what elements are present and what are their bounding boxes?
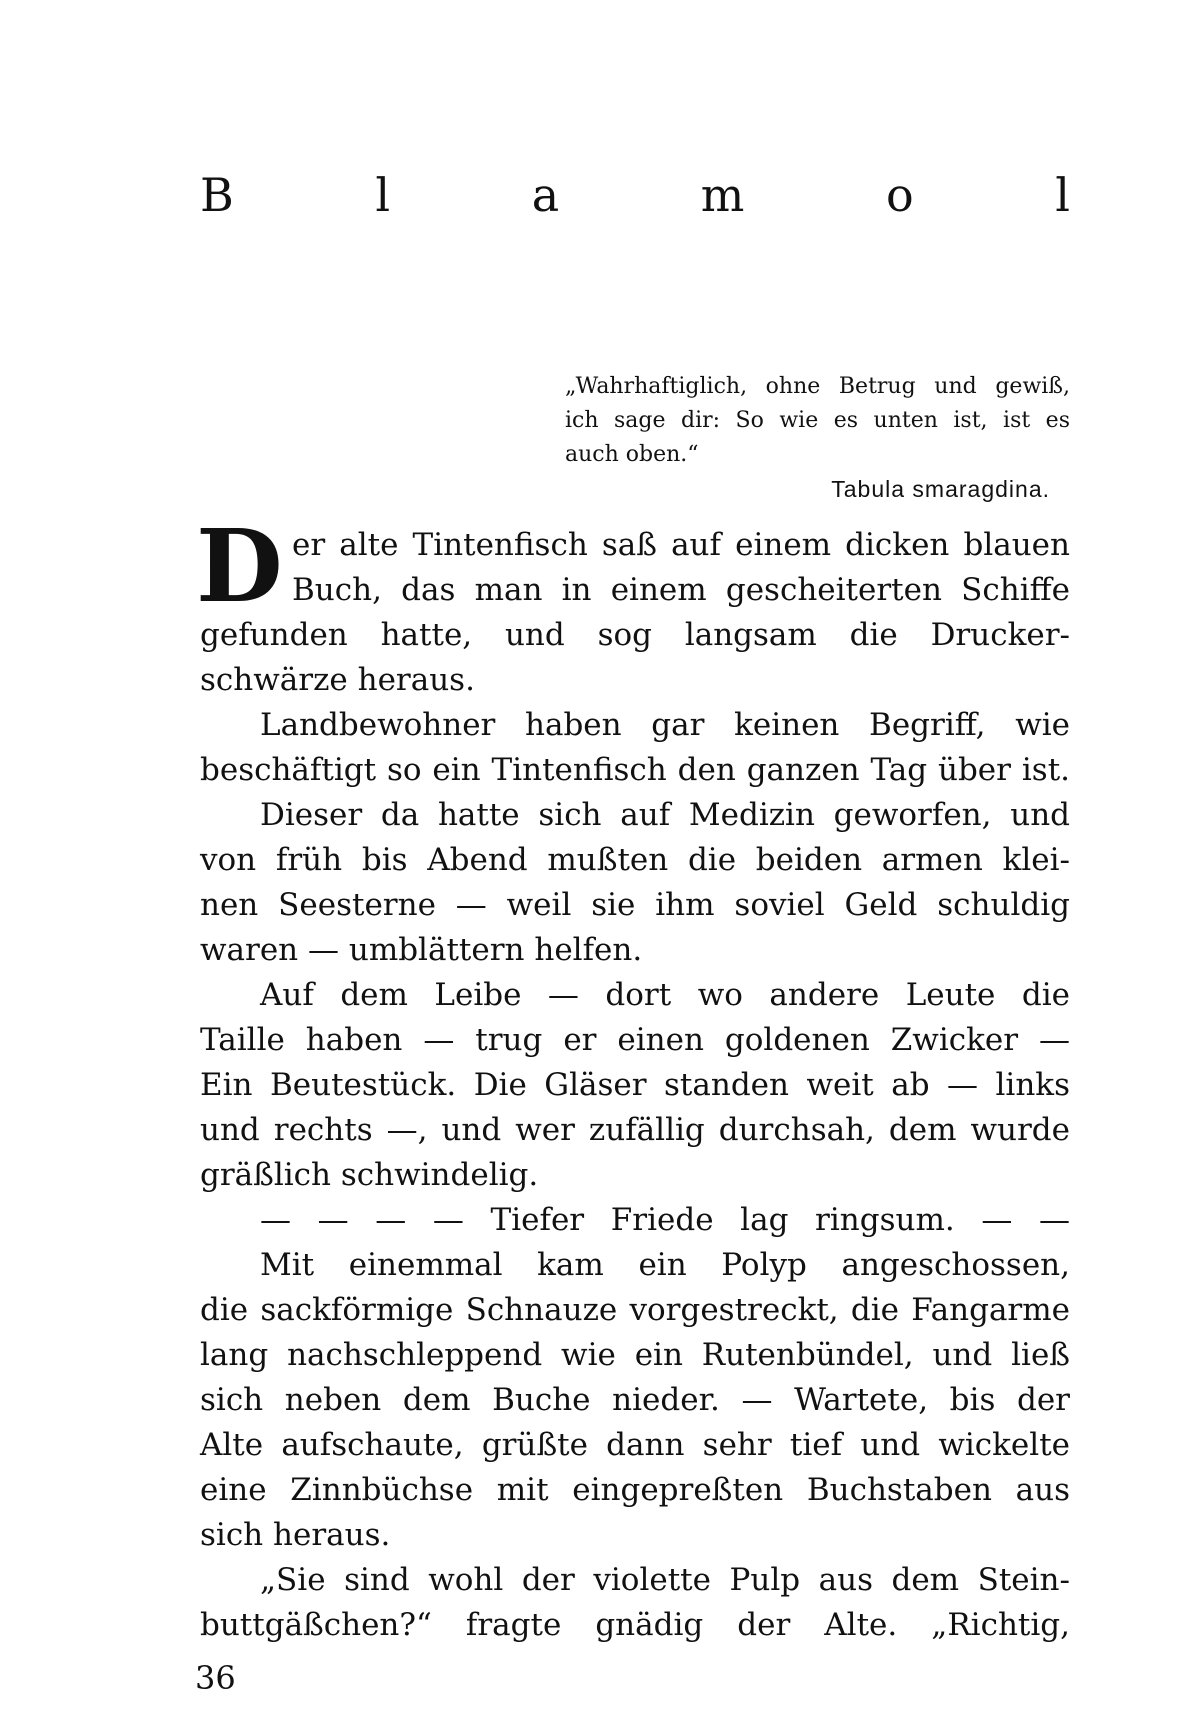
text-line: gräßlich schwindelig. bbox=[200, 1157, 539, 1193]
text-line: gefunden hatte, und sog langsam die Drucker- bbox=[200, 617, 1070, 653]
text-line: Alte aufschaute, grüßte dann sehr tief und wickelte bbox=[200, 1427, 1070, 1463]
text-line: sich heraus. bbox=[200, 1517, 391, 1553]
text-line: sich neben dem Buche nieder. — Wartete, bis der bbox=[200, 1382, 1070, 1418]
text-line: Dieser da hatte sich auf Medizin geworfen, und bbox=[260, 797, 1070, 833]
text-line: die sackförmige Schnauze vorgestreckt, die Fangarme bbox=[200, 1292, 1070, 1328]
text-line: und rechts —, und wer zufällig durchsah, dem wurde bbox=[200, 1112, 1070, 1148]
text-line: Landbewohner haben gar keinen Begriff, wie bbox=[260, 707, 1070, 743]
text-line: er alte Tintenfisch saß auf einem dicken blauen bbox=[292, 527, 1070, 563]
text-line: waren — umblättern helfen. bbox=[200, 932, 643, 968]
text-line: schwärze heraus. bbox=[200, 662, 475, 698]
text-line: von früh bis Abend mußten die beiden armen klei- bbox=[200, 842, 1070, 878]
title-letter: l bbox=[375, 168, 391, 222]
text-line: Ein Beutestück. Die Gläser standen weit ab — links bbox=[200, 1067, 1070, 1103]
title-letter: a bbox=[531, 168, 560, 222]
text-line: lang nachschleppend wie ein Rutenbündel, und ließ bbox=[200, 1337, 1070, 1373]
epigraph-line: „Wahrhaftiglich, ohne Betrug und gewiß, bbox=[565, 374, 1070, 399]
text-line: Buch, das man in einem gescheiterten Schiffe bbox=[292, 572, 1070, 608]
drop-cap: D bbox=[196, 507, 283, 625]
text-line: — — — — Tiefer Friede lag ringsum. — — bbox=[260, 1202, 1070, 1238]
epigraph-source: Tabula smaragdina. bbox=[831, 476, 1050, 502]
text-line: beschäftigt so ein Tintenfisch den ganzen Tag über ist. bbox=[200, 752, 1070, 788]
text-line: Taille haben — trug er einen goldenen Zwicker — bbox=[200, 1022, 1070, 1058]
text-line: nen Seesterne — weil sie ihm soviel Geld schuldig bbox=[200, 887, 1070, 923]
title-letter: l bbox=[1055, 168, 1070, 222]
text-line: „Sie sind wohl der violette Pulp aus dem Stein- bbox=[260, 1562, 1070, 1598]
text-line: Mit einemmal kam ein Polyp angeschossen, bbox=[260, 1247, 1070, 1283]
chapter-title bbox=[200, 165, 1070, 225]
epigraph bbox=[565, 370, 1070, 506]
text-line: eine Zinnbüchse mit eingepreßten Buchstaben aus bbox=[200, 1472, 1070, 1508]
page-number: 36 bbox=[195, 1659, 236, 1697]
title-letter: o bbox=[885, 168, 914, 222]
body-text bbox=[200, 523, 1070, 1648]
epigraph-line: auch oben.“ bbox=[565, 442, 699, 467]
title-letter: m bbox=[700, 168, 745, 222]
text-line: buttgäßchen?“ fragte gnädig der Alte. „Richtig, bbox=[200, 1607, 1070, 1643]
title-letter: B bbox=[200, 168, 234, 222]
text-line: Auf dem Leibe — dort wo andere Leute die bbox=[260, 977, 1070, 1013]
epigraph-line: ich sage dir: So wie es unten ist, ist es bbox=[565, 408, 1070, 433]
